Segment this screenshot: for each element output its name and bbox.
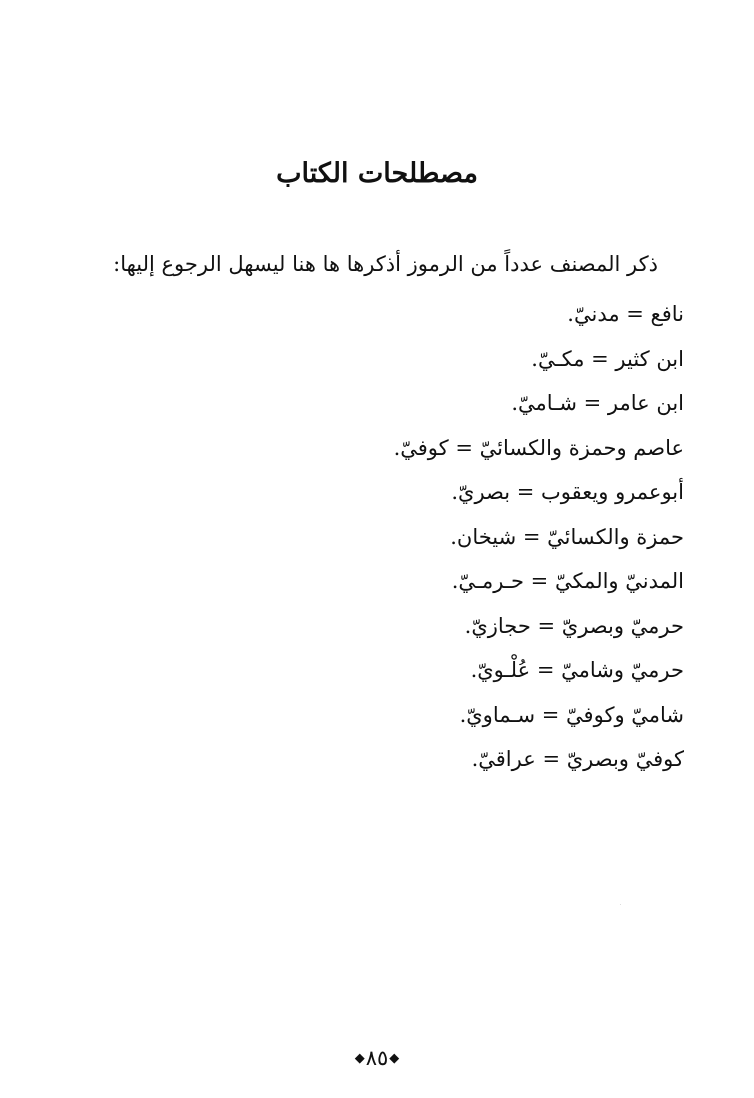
list-item: المدنيّ والمكيّ = حـرمـيّ.: [451, 569, 684, 593]
list-item: نافع = مدنيّ.: [567, 302, 684, 326]
list-item: حرميّ وشاميّ = عُلْـويّ.: [470, 658, 684, 682]
list-item: حمزة والكسائيّ = شيخان.: [450, 524, 684, 549]
scan-speck: [620, 904, 621, 905]
list-item: عاصم وحمزة والكسائيّ = كوفيّ.: [393, 435, 684, 460]
list-item: شاميّ وكوفيّ = سـماويّ.: [459, 702, 684, 727]
page-number: ٨٥: [365, 1046, 389, 1070]
ornament-right-icon: ◆: [389, 1051, 400, 1066]
list-item: ابن كثير = مكـيّ.: [531, 346, 684, 371]
list-item: كوفيّ وبصريّ = عراقيّ.: [471, 747, 684, 771]
abbreviation-list: [84, 298, 684, 788]
page-number-footer: [0, 1046, 754, 1070]
section-title: مصطلحات الكتاب: [276, 158, 478, 189]
list-item: ابن عامر = شـاميّ.: [511, 391, 684, 415]
ornament-left-icon: ◆: [354, 1051, 365, 1066]
list-item: أبوعمرو ويعقوب = بصريّ.: [451, 480, 684, 504]
list-item: حرميّ وبصريّ = حجازيّ.: [464, 613, 684, 638]
intro-paragraph: ذكر المصنف عدداً من الرموز أذكرها ها هنا ليسهل الرجوع إليها:: [113, 252, 658, 276]
